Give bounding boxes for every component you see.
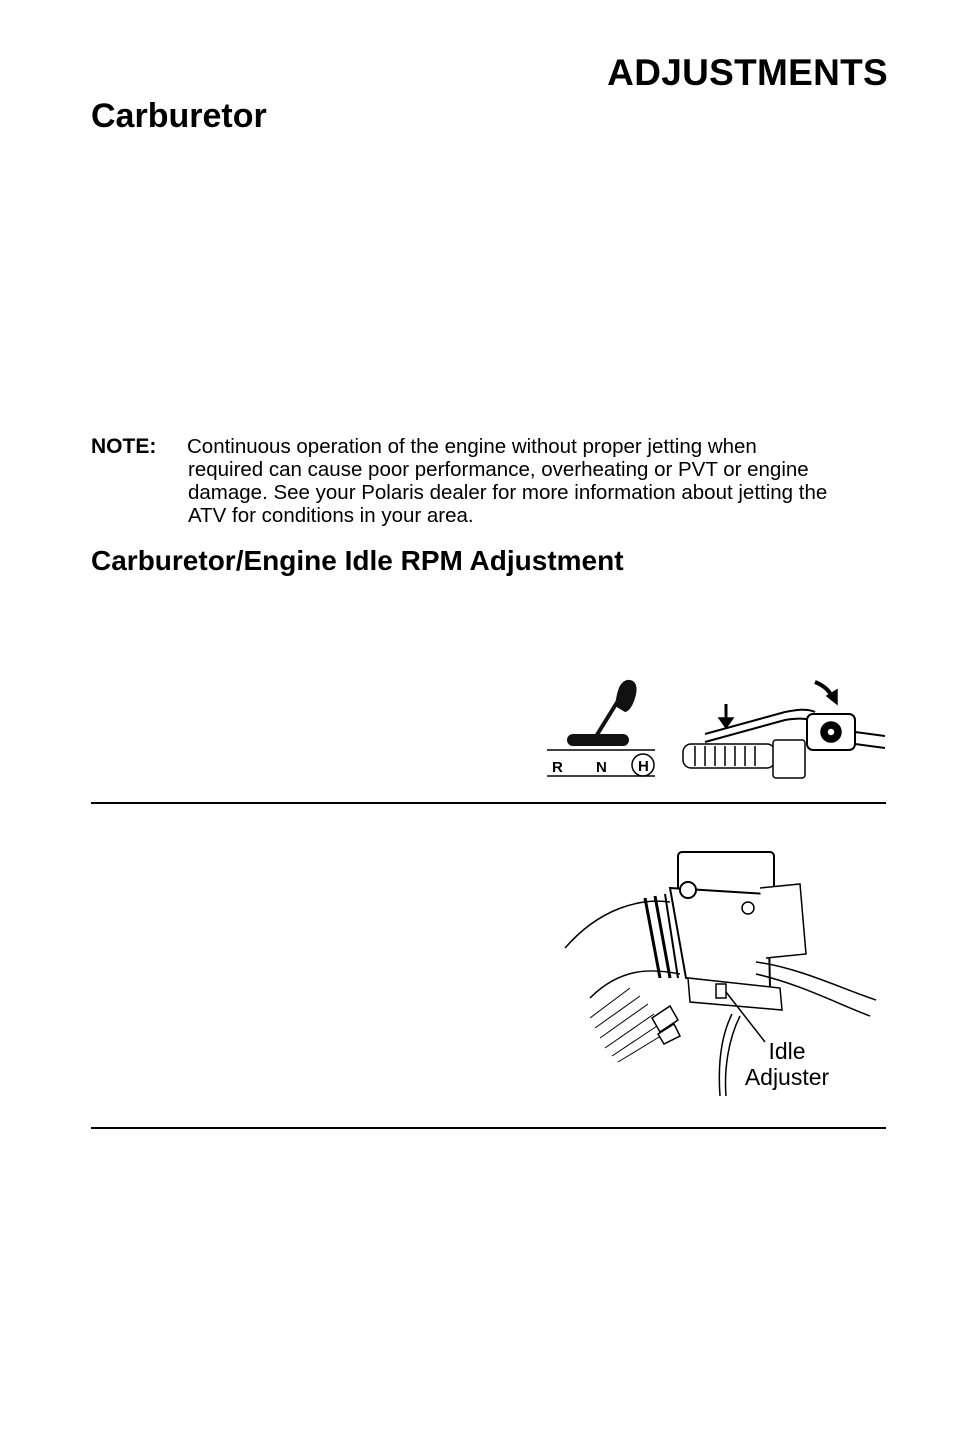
shift-brake-illustration (545, 672, 890, 784)
section-title: Carburetor (91, 97, 267, 135)
note-text (188, 435, 901, 527)
subsection-title: Carburetor/Engine Idle RPM Adjustment (91, 545, 624, 576)
note-line: required can cause poor performance, overheating or PVT or engine (188, 458, 809, 481)
note-line: damage. See your Polaris dealer for more information about jetting the (188, 481, 828, 504)
divider-rule (91, 802, 886, 804)
note-line: Continuous operation of the engine without proper jetting when (187, 435, 757, 458)
chapter-title: ADJUSTMENTS (607, 52, 888, 93)
gear-label-r: R (552, 759, 563, 776)
gear-label-n: N (596, 759, 607, 776)
callout-line-1: Idle (768, 1038, 806, 1064)
note-label: NOTE: (91, 435, 157, 458)
shift-lever-drawing (547, 680, 655, 776)
brake-lever-drawing (683, 682, 885, 778)
note-block (91, 435, 901, 527)
idle-adjuster-callout (735, 1038, 839, 1090)
note-line: ATV for conditions in your area. (188, 504, 474, 527)
gear-label-h: H (638, 758, 649, 775)
divider-rule (91, 1127, 886, 1129)
callout-line-2: Adjuster (744, 1064, 830, 1090)
